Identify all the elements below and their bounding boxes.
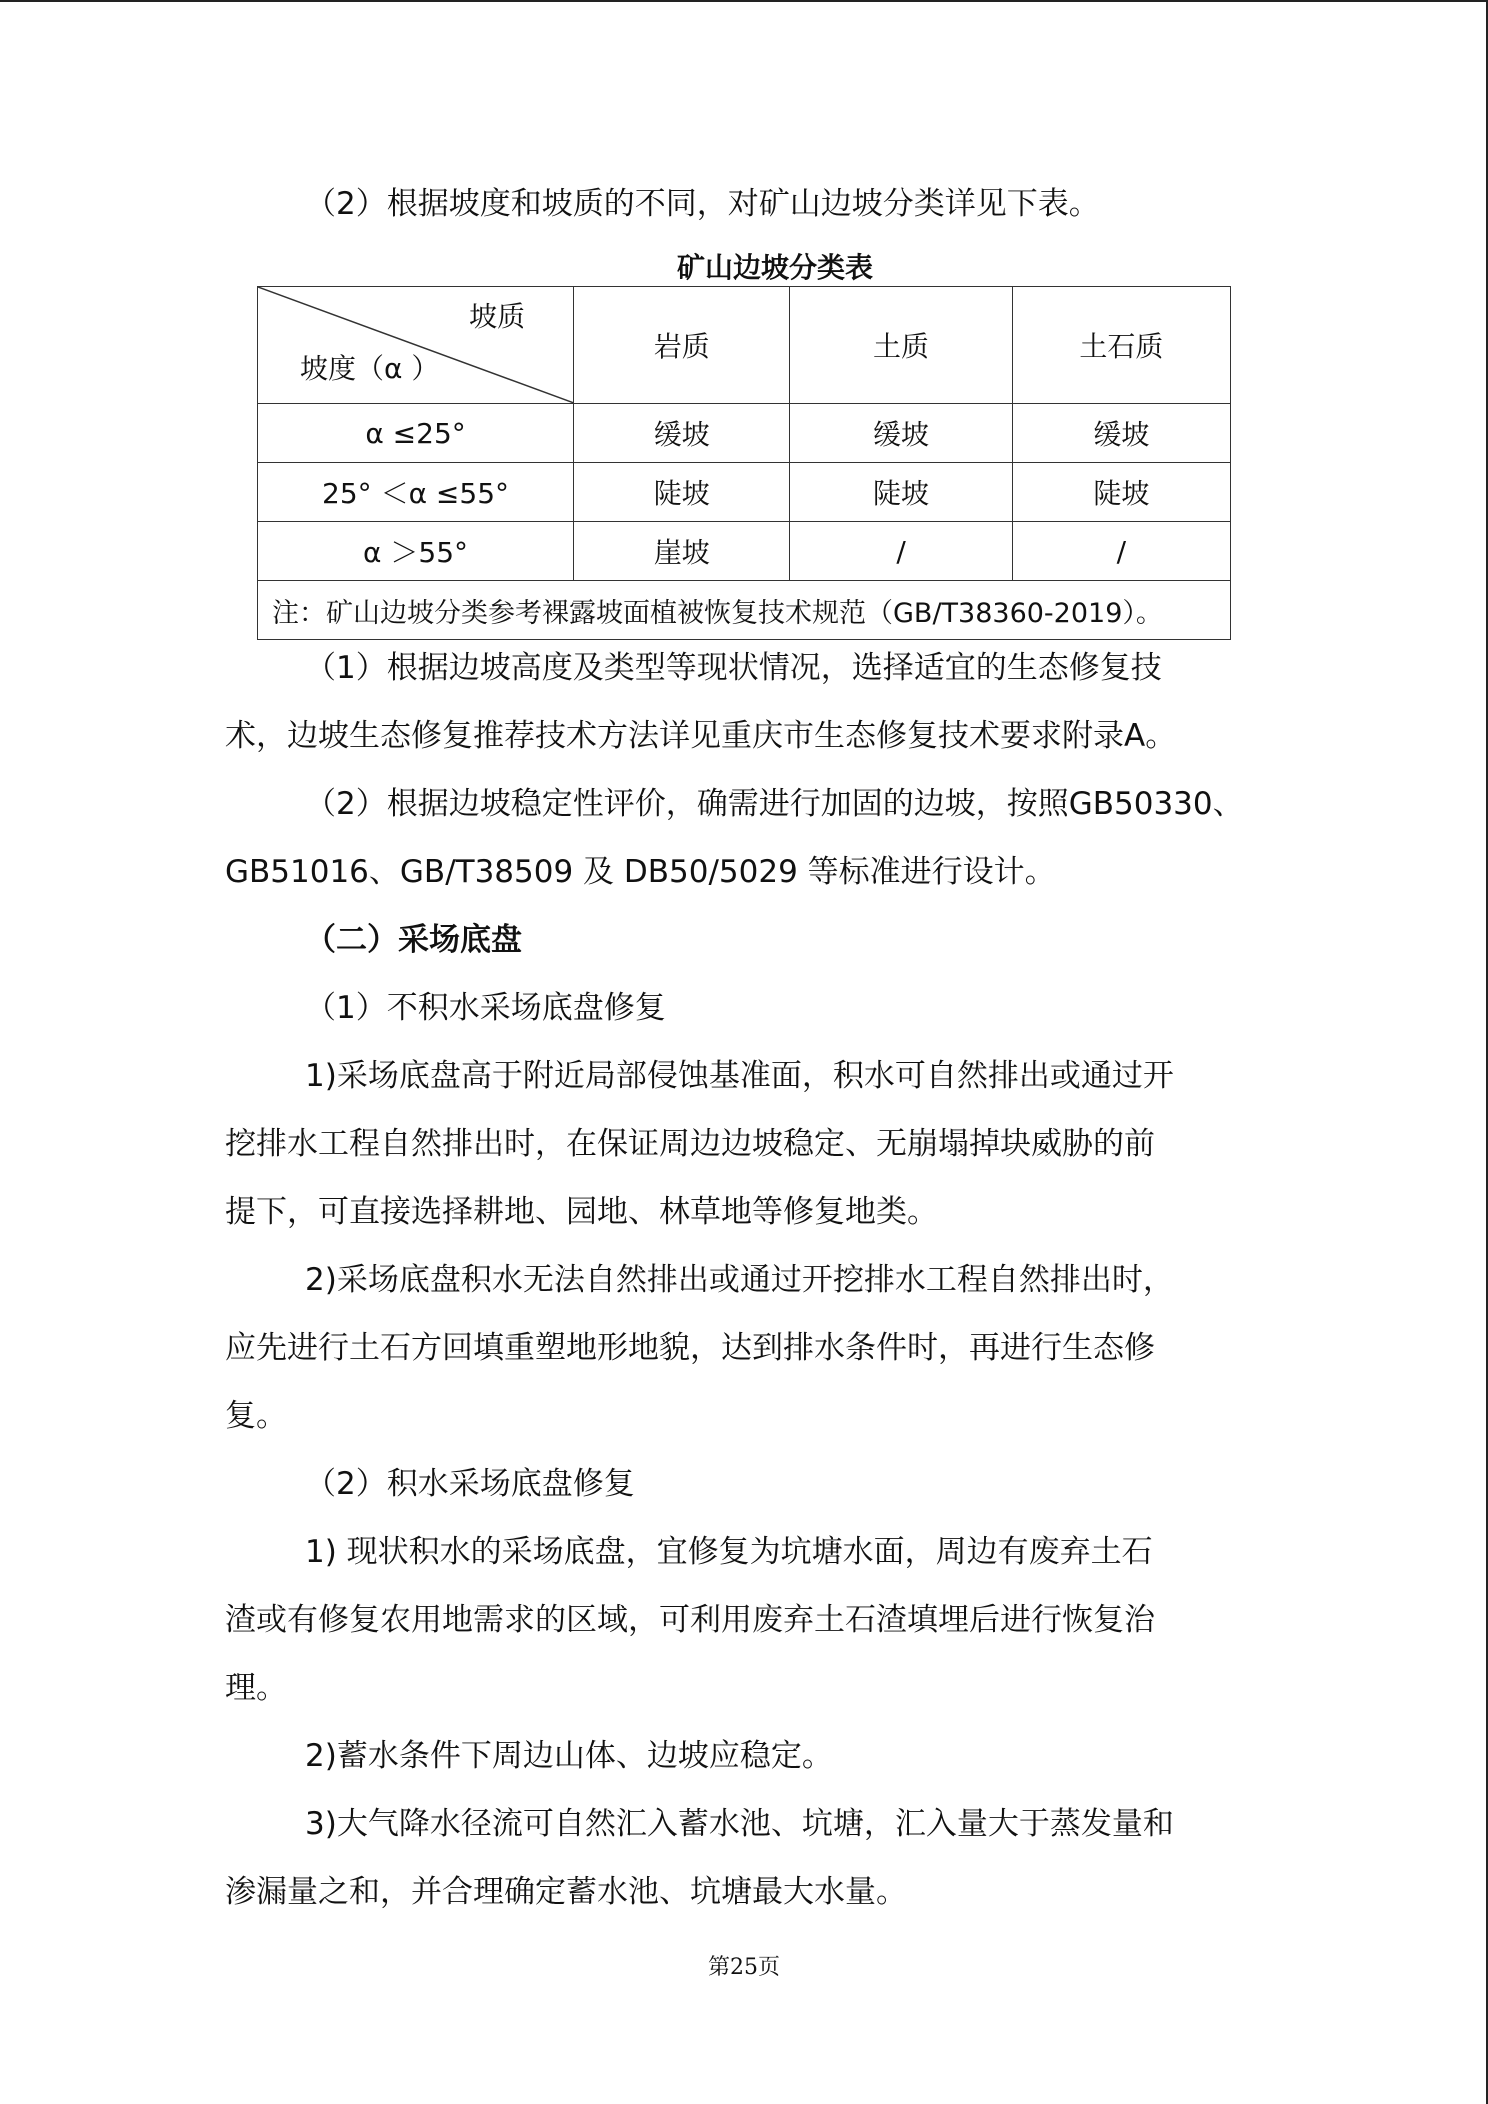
table-row (258, 404, 1231, 463)
paragraph-water-item1-line1: 1) 现状积水的采场底盘，宜修复为坑塘水面，周边有废弃土石 (305, 1534, 1153, 1570)
table-caption: 矿山边坡分类表 (676, 251, 873, 284)
table-cell: 缓坡 (790, 404, 1012, 463)
paragraph-water-item1-line3: 理。 (225, 1670, 287, 1706)
subheading-water-floor: （2）积水采场底盘修复 (305, 1466, 635, 1502)
table-row (258, 522, 1231, 581)
column-header-soil: 土质 (790, 287, 1012, 404)
paragraph-water-item2: 2)蓄水条件下周边山体、边坡应稳定。 (305, 1738, 833, 1774)
slope-classification-table (257, 286, 1231, 640)
table-cell: 缓坡 (1012, 404, 1230, 463)
paragraph-item2-line1: 2)采场底盘积水无法自然排出或通过开挖排水工程自然排出时， (305, 1262, 1174, 1298)
table-cell: / (1012, 522, 1230, 581)
paragraph-ecological-tech-line2: 术，边坡生态修复推荐技术方法详见重庆市生态修复技术要求附录A。 (225, 718, 1177, 754)
paragraph-slope-classification-intro: （2）根据坡度和坡质的不同，对矿山边坡分类详见下表。 (305, 186, 1100, 222)
column-header-soil-rock: 土石质 (1012, 287, 1230, 404)
table-corner-cell (258, 287, 574, 404)
paragraph-item1-line2: 挖排水工程自然排出时，在保证周边边坡稳定、无崩塌掉块威胁的前 (225, 1126, 1155, 1162)
table-row (258, 463, 1231, 522)
paragraph-reinforcement-line2: GB51016、GB/T38509 及 DB50/5029 等标准进行设计。 (225, 854, 1056, 890)
paragraph-item1-line1: 1)采场底盘高于附近局部侵蚀基准面，积水可自然排出或通过开 (305, 1058, 1174, 1094)
paragraph-reinforcement-line1: （2）根据边坡稳定性评价，确需进行加固的边坡，按照GB50330、 (305, 786, 1244, 822)
paragraph-item1-line3: 提下，可直接选择耕地、园地、林草地等修复地类。 (225, 1194, 938, 1230)
table-cell: 崖坡 (574, 522, 790, 581)
corner-label-slope: 坡度（α ） (300, 352, 440, 385)
row-slope-label: 25° ＜α ≤55° (258, 463, 574, 522)
section-heading-quarry-floor: （二）采场底盘 (305, 922, 522, 958)
table-cell: / (790, 522, 1012, 581)
subheading-no-water-floor: （1）不积水采场底盘修复 (305, 990, 666, 1026)
table-note: 注：矿山边坡分类参考裸露坡面植被恢复技术规范（GB/T38360-2019）。 (258, 581, 1231, 640)
table-cell: 陡坡 (574, 463, 790, 522)
table-cell: 缓坡 (574, 404, 790, 463)
paragraph-water-item3-line1: 3)大气降水径流可自然汇入蓄水池、坑塘，汇入量大于蒸发量和 (305, 1806, 1174, 1842)
table-header-row (258, 287, 1231, 404)
column-header-rock: 岩质 (574, 287, 790, 404)
paragraph-ecological-tech-line1: （1）根据边坡高度及类型等现状情况，选择适宜的生态修复技 (305, 650, 1162, 686)
paragraph-item2-line2: 应先进行土石方回填重塑地形地貌，达到排水条件时，再进行生态修 (225, 1330, 1155, 1366)
page-border-top (0, 0, 1488, 2)
table-note-row (258, 581, 1231, 640)
table-cell: 陡坡 (790, 463, 1012, 522)
row-slope-label: α ＞55° (258, 522, 574, 581)
paragraph-water-item1-line2: 渣或有修复农用地需求的区域，可利用废弃土石渣填埋后进行恢复治 (225, 1602, 1155, 1638)
paragraph-item2-line3: 复。 (225, 1398, 287, 1434)
row-slope-label: α ≤25° (258, 404, 574, 463)
paragraph-water-item3-line2: 渗漏量之和，并合理确定蓄水池、坑塘最大水量。 (225, 1874, 907, 1910)
corner-label-quality: 坡质 (469, 300, 526, 333)
table-cell: 陡坡 (1012, 463, 1230, 522)
page-number: 第25页 (708, 1955, 780, 1980)
